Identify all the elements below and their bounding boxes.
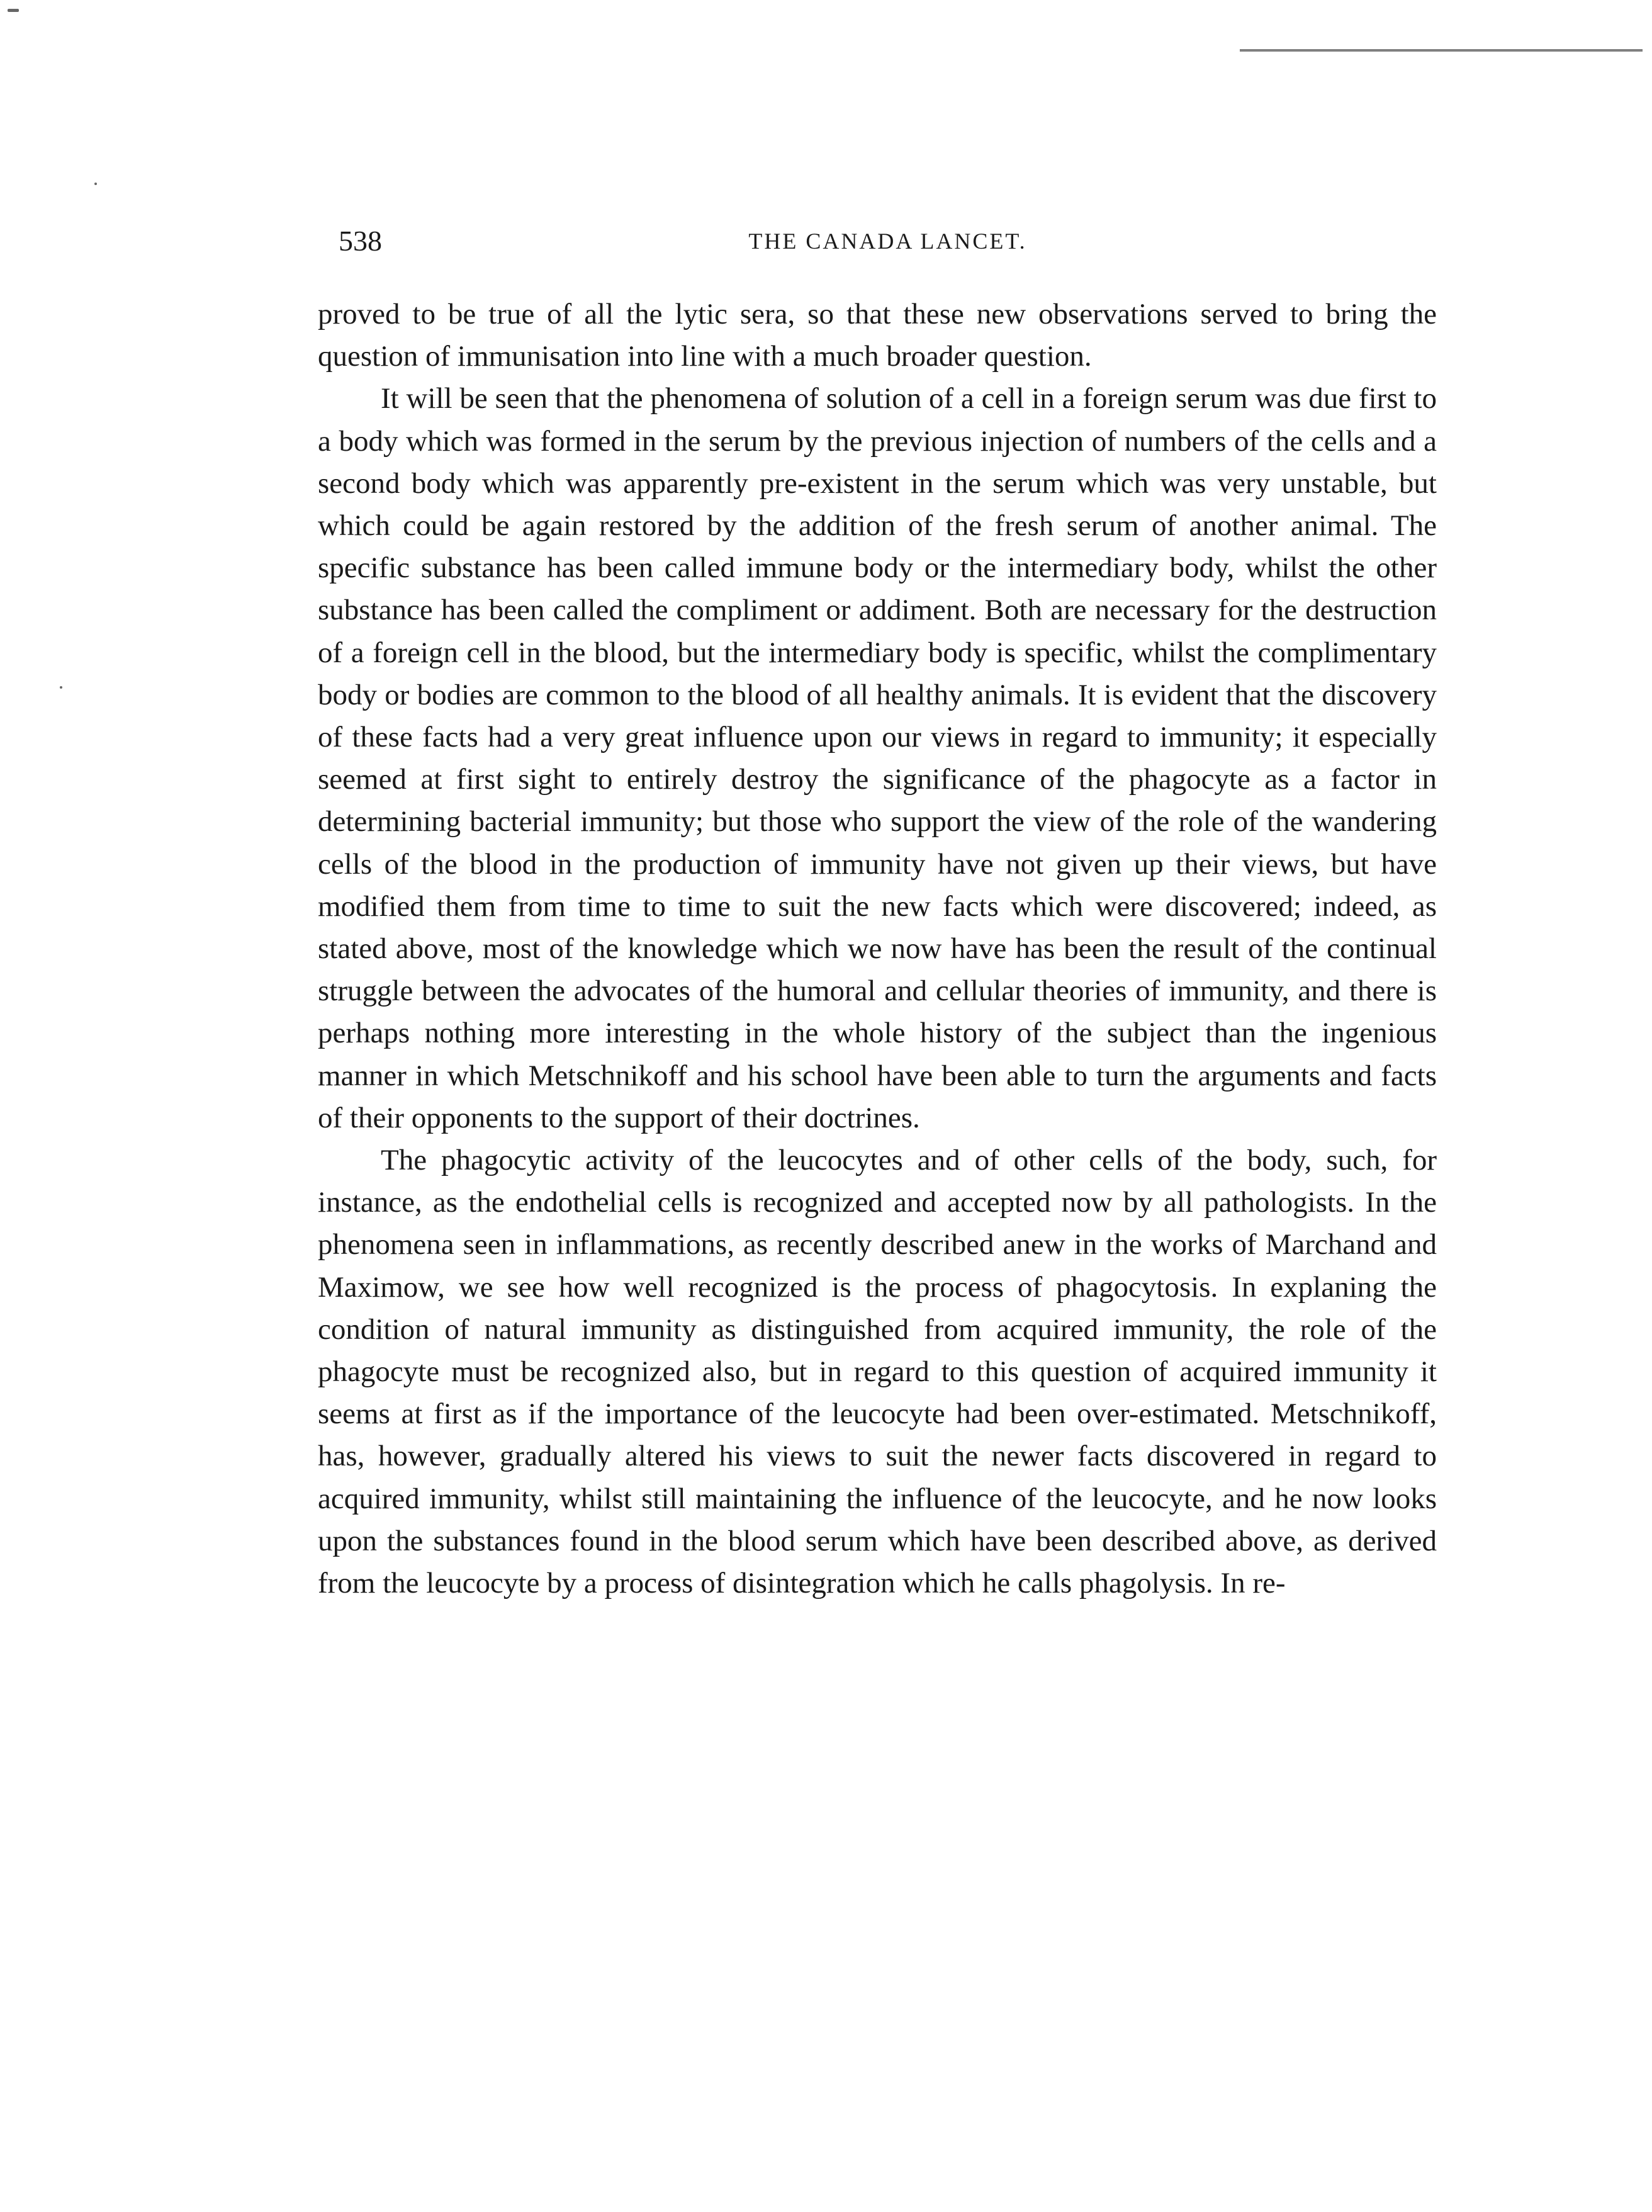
page-number: 538 [339,225,382,257]
paragraph: proved to be true of all the lytic sera, so that these new observations served to bring the question of immunisation into line with a much broader question. [318,298,1437,373]
paragraph: It will be seen that the phenomena of solution of a cell in a foreign serum was due first to a body which was formed in the serum by the previous injection of numbers of the cells and a second body which was apparently pre-existent in the serum which was very unstable, but which could be again restored by the addition of the fresh serum of another animal. The specific substance has been called immune body or the intermediary body, whilst the other substance has been called the compliment or addiment. Both are necessary for the destruction of a foreign cell in the blood, but the intermediary body is specific, whilst the complimentary body or bodies are common to the blood of all healthy animals. It is evident that the discovery of these facts had a very great influence upon our views in regard to immunity; it especially seemed at first sight to entirely destroy the significance of the phagocyte as a factor in determining bacterial immunity; but those who support the view of the role of the wandering cells of the blood in the production of immunity have not given up their views, but have modified them from time to time to suit the new facts which were discovered; indeed, as stated above, most of the knowledge which we now have has been the result of the continual struggle between the advocates of the humoral and cellular theories of immunity, and there is perhaps nothing more interesting in the whole history of the subject than the ingenious manner in which Metschnikoff and his school have been able to turn the arguments and facts of their opponents to the support of their doctrines. [318,382,1437,1134]
page-header [339,219,1437,263]
paragraph: The phagocytic activity of the leucocytes and of other cells of the body, such, for instance, as the endothelial cells is recognized and accepted now by all pathologists. In the phenomena seen in inflammations, as recently described anew in the works of Marchand and Maximow, we see how well recognized is the process of phagocytosis. In explaning the condition of natural immunity as distinguished from acquired immunity, the role of the phagocyte must be recognized also, but in regard to this question of acquired immunity it seems at first as if the importance of the leucocyte had been over-estimated. Metschnikoff, has, however, gradually altered his views to suit the newer facts discovered in regard to acquired immunity, whilst still maintaining the influence of the leucocyte, and he now looks upon the substances found in the blood serum which have been described above, as derived from the leucocyte by a process of disintegration which he calls phagolysis. In re- [318,1144,1437,1600]
scan-speck [8,9,19,12]
body-text [318,293,1437,1605]
scan-speck [60,686,62,689]
scan-speck [94,183,97,185]
running-title: THE CANADA LANCET. [748,229,1027,254]
scan-edge-line [1240,49,1643,52]
